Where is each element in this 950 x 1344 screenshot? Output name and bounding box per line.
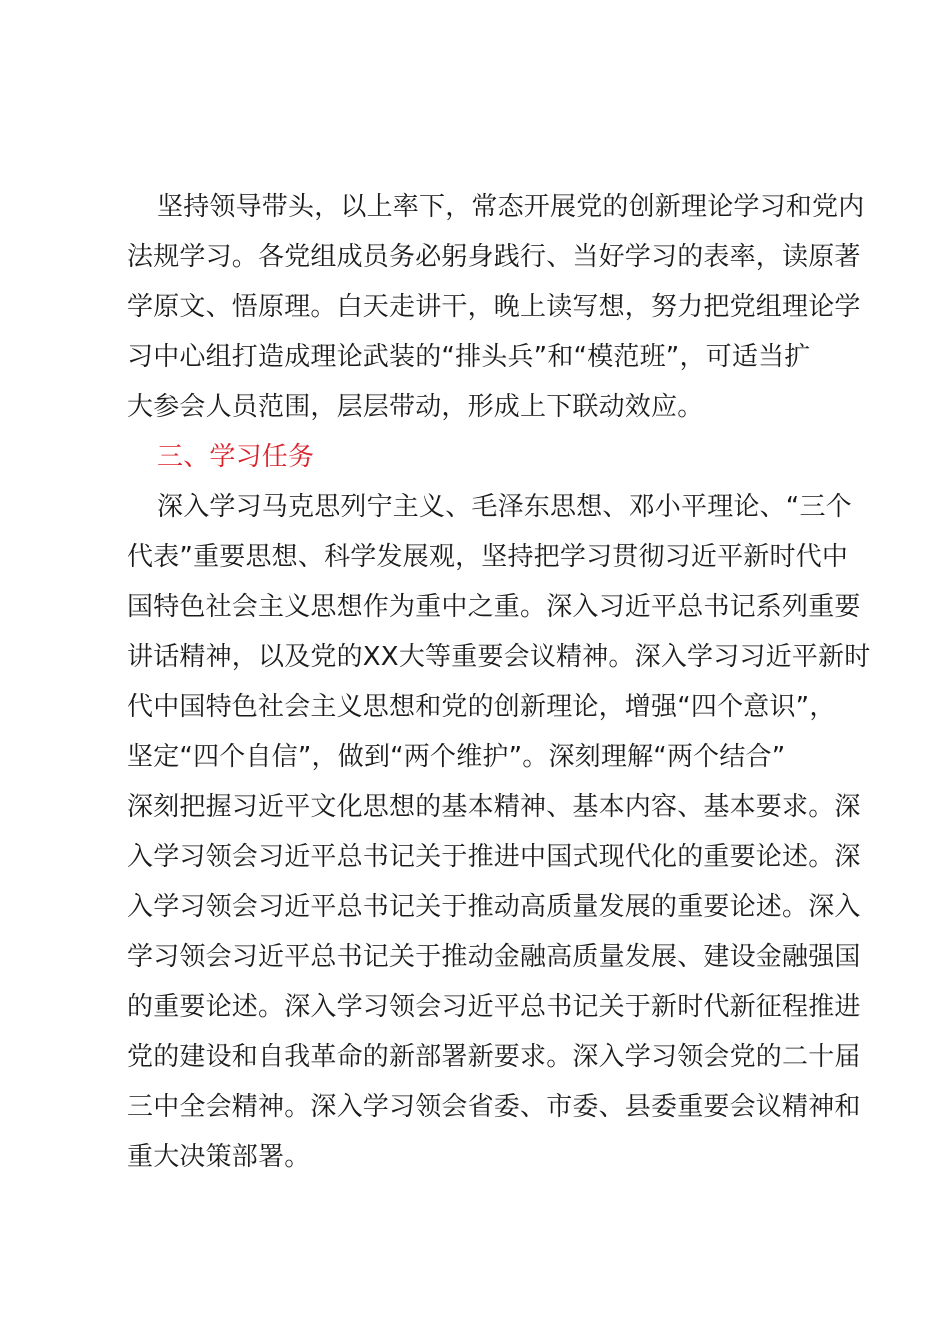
paragraph-line: 入学习领会习近平总书记关于推动高质量发展的重要论述。深入 — [127, 892, 861, 922]
paragraph-line: 学原文、悟原理。白天走讲干，晚上读写想，努力把党组理论学 — [127, 292, 861, 322]
paragraph-line: 重大决策部署。 — [127, 1142, 311, 1172]
paragraph-leadership — [127, 182, 865, 432]
paragraph-line: 入学习领会习近平总书记关于推进中国式现代化的重要论述。深 — [127, 842, 861, 872]
paragraph-line: 坚持领导带头，以上率下，常态开展党的创新理论学习和党内 — [157, 192, 865, 222]
paragraph-line: 深刻把握习近平文化思想的基本精神、基本内容、基本要求。深 — [127, 792, 861, 822]
paragraph-line: 的重要论述。深入学习领会习近平总书记关于新时代新征程推进 — [127, 992, 861, 1022]
paragraph-line: 坚定“四个自信”，做到“两个维护”。深刻理解“两个结合” — [127, 742, 786, 772]
document-body — [127, 182, 871, 1182]
paragraph-line: 讲话精神，以及党的XX大等重要会议精神。深入学习习近平新时 — [127, 642, 871, 672]
paragraph-line: 国特色社会主义思想作为重中之重。深入习近平总书记系列重要 — [127, 592, 861, 622]
paragraph-study-tasks — [127, 482, 871, 1182]
paragraph-line: 党的建设和自我革命的新部署新要求。深入学习领会党的二十届 — [127, 1042, 861, 1072]
paragraph-line: 深入学习马克思列宁主义、毛泽东思想、邓小平理论、“三个 — [157, 492, 852, 522]
paragraph-line: 法规学习。各党组成员务必躬身践行、当好学习的表率，读原著 — [127, 242, 861, 272]
paragraph-line: 习中心组打造成理论武装的“排头兵”和“模范班”，可适当扩 — [127, 342, 811, 372]
paragraph-line: 代表”重要思想、科学发展观，坚持把学习贯彻习近平新时代中 — [127, 542, 849, 572]
section-heading: 三、学习任务 — [157, 442, 315, 472]
paragraph-line: 学习领会习近平总书记关于推动金融高质量发展、建设金融强国 — [127, 942, 861, 972]
paragraph-line: 三中全会精神。深入学习领会省委、市委、县委重要会议精神和 — [127, 1092, 861, 1122]
paragraph-line: 代中国特色社会主义思想和党的创新理论，增强“四个意识”， — [127, 692, 836, 722]
paragraph-line: 大参会人员范围，层层带动，形成上下联动效应。 — [127, 392, 704, 422]
